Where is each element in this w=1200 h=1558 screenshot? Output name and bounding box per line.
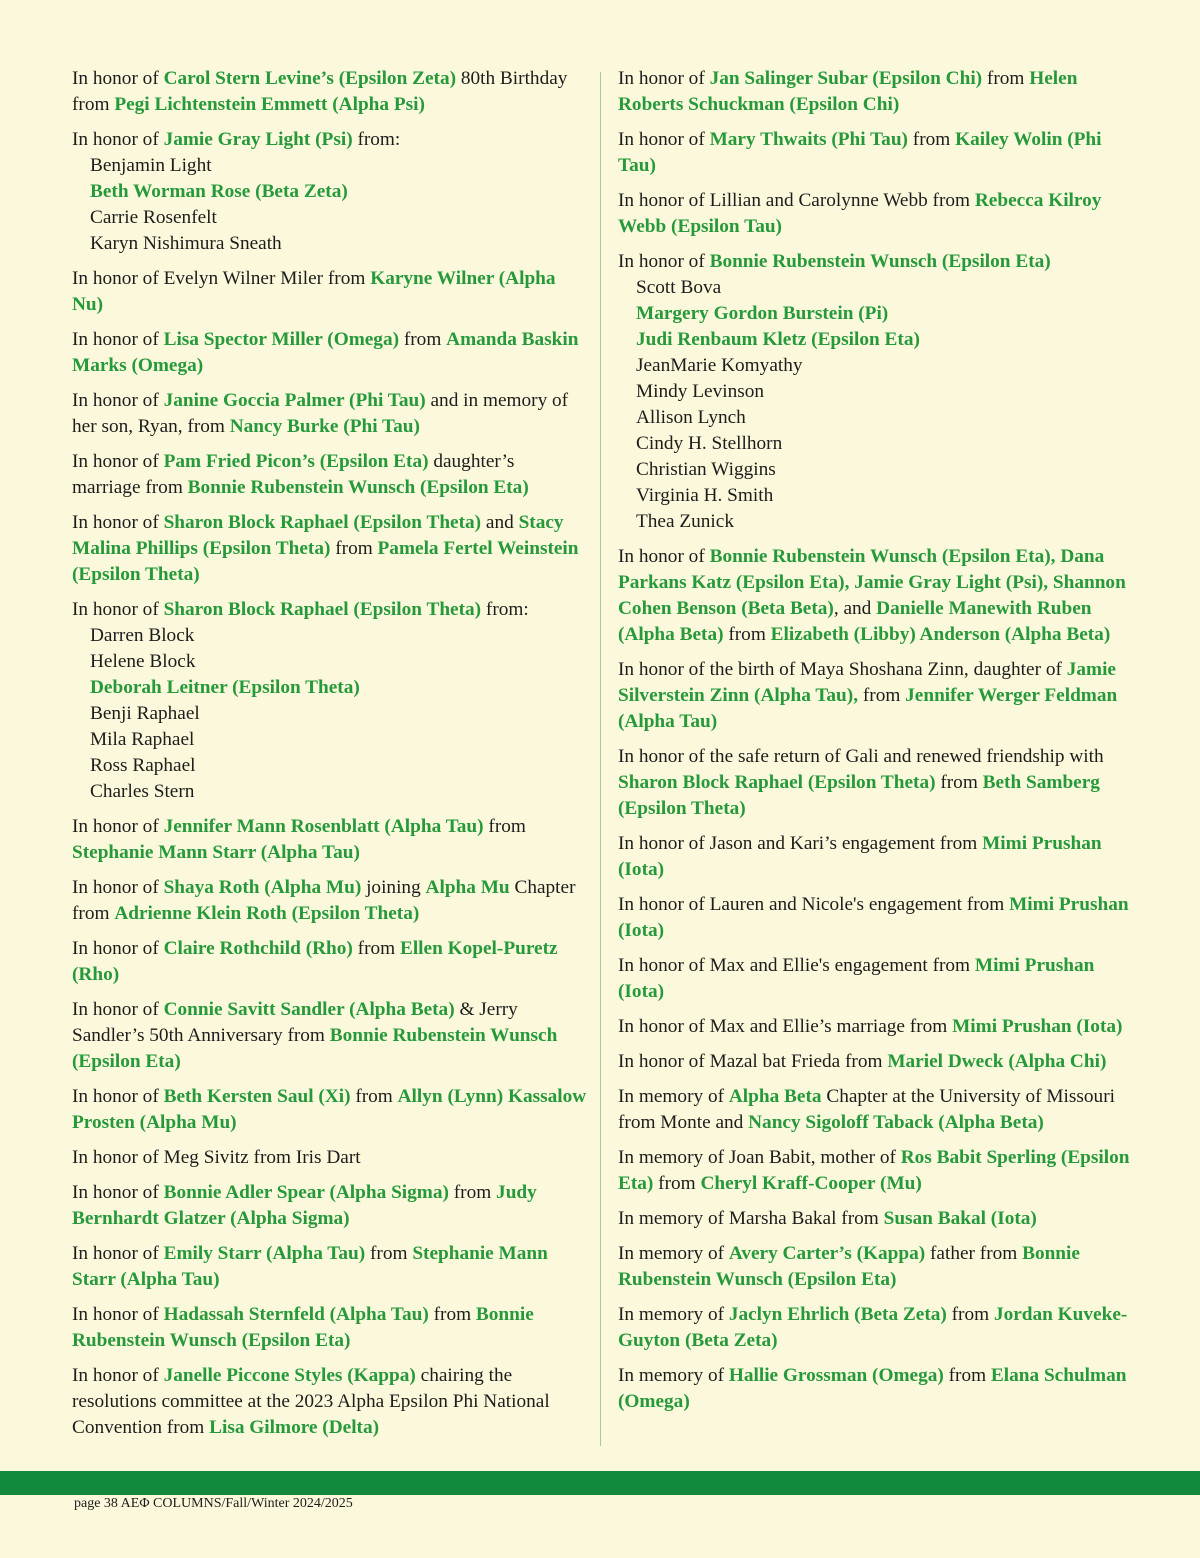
member-name: Connie Savitt Sandler (Alpha Beta) xyxy=(163,999,455,1020)
tribute-phrase: from xyxy=(946,1304,994,1325)
donor-name: Karyn Nishimura Sneath xyxy=(90,233,282,254)
member-name: Carol Stern Levine’s (Epsilon Zeta) xyxy=(163,68,457,89)
tribute-entry xyxy=(618,544,1138,648)
tribute-phrase: In honor of the safe return of Gali and renewed friendship with xyxy=(618,746,1104,767)
member-name: Ros Babit Sperling (Epsilon Eta) xyxy=(618,1147,1130,1194)
member-name: Mariel Dweck (Alpha Chi) xyxy=(887,1051,1107,1072)
tribute-phrase: and xyxy=(481,512,519,533)
member-name: Ellen Kopel-Puretz (Rho) xyxy=(72,938,558,985)
tribute-phrase: 80th Birthday from xyxy=(72,68,568,115)
tribute-text xyxy=(72,997,587,1075)
member-name: Lisa Gilmore (Delta) xyxy=(209,1417,380,1438)
member-name: Bonnie Rubenstein Wunsch (Epsilon Eta) xyxy=(72,1025,558,1072)
member-name: Jamie Silverstein Zinn (Alpha Tau), xyxy=(618,659,1116,706)
tribute-phrase: In honor of xyxy=(618,251,710,272)
tribute-phrase: & Jerry Sandler’s 50th Anniversary from xyxy=(72,999,518,1046)
tribute-phrase: In honor of xyxy=(72,999,164,1020)
left-column xyxy=(72,66,587,1450)
tribute-entry xyxy=(72,449,587,501)
tribute-phrase: In honor of xyxy=(72,816,164,837)
member-name: Beth Kersten Saul (Xi) xyxy=(163,1086,351,1107)
tribute-phrase: In memory of xyxy=(618,1365,729,1386)
member-name: Claire Rothchild (Rho) xyxy=(163,938,353,959)
member-name: Jordan Kuveke-Guyton (Beta Zeta) xyxy=(618,1304,1128,1351)
member-name: Bonnie Rubenstein Wunsch (Epsilon Eta) xyxy=(72,1304,534,1351)
tribute-phrase: In honor of xyxy=(72,1086,164,1107)
tribute-phrase: In honor of the birth of Maya Shoshana Zinn, daughter of xyxy=(618,659,1067,680)
member-name: Danielle Manewith Ruben (Alpha Beta) xyxy=(618,598,1092,645)
tribute-phrase: from xyxy=(483,816,526,837)
member-name: Sharon Block Raphael (Epsilon Theta) xyxy=(163,512,482,533)
tribute-entry xyxy=(618,744,1138,822)
tribute-phrase: In honor of xyxy=(72,599,164,620)
donor-list xyxy=(72,153,587,257)
tribute-phrase: In honor of xyxy=(72,68,164,89)
tribute-text xyxy=(72,1145,587,1171)
member-name: Bonnie Rubenstein Wunsch (Epsilon Eta) xyxy=(187,477,529,498)
donor-list xyxy=(618,275,1138,535)
donor-name: Allison Lynch xyxy=(636,407,746,428)
donor-list xyxy=(72,623,587,805)
member-name: Shaya Roth (Alpha Mu) xyxy=(163,877,362,898)
member-name: Susan Bakal (Iota) xyxy=(883,1208,1037,1229)
tribute-entry xyxy=(72,388,587,440)
member-name: Elizabeth (Libby) Anderson (Alpha Beta) xyxy=(770,624,1111,645)
tribute-phrase: In honor of xyxy=(72,451,164,472)
donor-name: Benjamin Light xyxy=(90,155,212,176)
tribute-phrase: In honor of xyxy=(72,129,164,150)
member-name: Judy Bernhardt Glatzer (Alpha Sigma) xyxy=(72,1182,537,1229)
member-name: Beth Samberg (Epsilon Theta) xyxy=(618,772,1100,819)
tribute-text xyxy=(618,1206,1138,1232)
member-name: Allyn (Lynn) Kassalow Prosten (Alpha Mu) xyxy=(72,1086,587,1133)
member-name: Mimi Prushan (Iota) xyxy=(952,1016,1123,1037)
member-name: Nancy Burke (Phi Tau) xyxy=(229,416,420,437)
donor-name: Ross Raphael xyxy=(90,755,196,776)
tribute-text xyxy=(72,1302,587,1354)
tribute-phrase: from xyxy=(982,68,1030,89)
tribute-entry xyxy=(618,188,1138,240)
tribute-entry xyxy=(72,597,587,805)
tribute-text xyxy=(72,266,587,318)
donor-name: Carrie Rosenfelt xyxy=(90,207,217,228)
member-name: Amanda Baskin Marks (Omega) xyxy=(72,329,579,376)
tribute-phrase: Chapter from xyxy=(72,877,576,924)
tribute-phrase: chairing the resolutions committee at the 2023 Alpha Epsilon Phi National Convention from xyxy=(72,1365,550,1438)
tribute-text xyxy=(618,249,1138,275)
tribute-entry xyxy=(72,510,587,588)
donor-name: Mindy Levinson xyxy=(636,381,765,402)
tribute-text xyxy=(618,66,1138,118)
tribute-phrase: from xyxy=(399,329,447,350)
tribute-entry xyxy=(72,266,587,318)
tribute-entry xyxy=(618,1049,1138,1075)
member-name: Mimi Prushan (Iota) xyxy=(618,833,1102,880)
tribute-text xyxy=(618,188,1138,240)
tribute-text xyxy=(72,1180,587,1232)
tribute-entry xyxy=(618,1206,1138,1232)
member-name: Janine Goccia Palmer (Phi Tau) xyxy=(163,390,426,411)
member-name: Stacy Malina Phillips (Epsilon Theta) xyxy=(72,512,564,559)
member-name: Bonnie Adler Spear (Alpha Sigma) xyxy=(163,1182,449,1203)
tribute-entry xyxy=(618,831,1138,883)
member-name: Sharon Block Raphael (Epsilon Theta) xyxy=(618,772,936,793)
member-name: Bonnie Rubenstein Wunsch (Epsilon Eta) xyxy=(618,1243,1080,1290)
tribute-text xyxy=(72,875,587,927)
donor-name: Darren Block xyxy=(90,625,195,646)
tribute-text xyxy=(72,936,587,988)
tribute-phrase: In honor of xyxy=(618,129,710,150)
tribute-phrase: In honor of Mazal bat Frieda from xyxy=(618,1051,888,1072)
tribute-entry xyxy=(618,1302,1138,1354)
tribute-text xyxy=(72,66,587,118)
tribute-entry xyxy=(618,1084,1138,1136)
member-name: Janelle Piccone Styles (Kappa) xyxy=(163,1365,416,1386)
tribute-text xyxy=(618,1241,1138,1293)
tribute-text xyxy=(72,127,587,153)
tribute-text xyxy=(72,597,587,623)
tribute-text xyxy=(72,327,587,379)
tribute-phrase: In memory of xyxy=(618,1243,729,1264)
tribute-entry xyxy=(72,1241,587,1293)
tribute-text xyxy=(618,744,1138,822)
member-name: Jamie Gray Light (Psi) xyxy=(163,129,353,150)
member-name: Sharon Block Raphael (Epsilon Theta) xyxy=(163,599,482,620)
donor-name: JeanMarie Komyathy xyxy=(636,355,803,376)
member-name: Karyne Wilner (Alpha Nu) xyxy=(72,268,556,315)
member-name: Pam Fried Picon’s (Epsilon Eta) xyxy=(163,451,429,472)
member-name: Jan Salinger Subar (Epsilon Chi) xyxy=(709,68,983,89)
tribute-entry xyxy=(618,657,1138,735)
donor-name: Thea Zunick xyxy=(636,511,734,532)
tribute-phrase: In honor of Max and Ellie’s marriage from xyxy=(618,1016,953,1037)
tribute-phrase: from xyxy=(448,1182,497,1203)
tribute-phrase: from xyxy=(330,538,378,559)
donor-name: Scott Bova xyxy=(636,277,722,298)
donor-name: Deborah Leitner (Epsilon Theta) xyxy=(90,677,360,698)
tribute-phrase: In honor of xyxy=(72,877,164,898)
tribute-text xyxy=(72,814,587,866)
footer-band xyxy=(0,1471,1200,1495)
member-name: Rebecca Kilroy Webb (Epsilon Tau) xyxy=(618,190,1102,237)
tribute-entry xyxy=(618,66,1138,118)
tribute-entry xyxy=(618,953,1138,1005)
tribute-phrase: In honor of xyxy=(618,68,710,89)
member-name: Lisa Spector Miller (Omega) xyxy=(163,329,400,350)
tribute-entry xyxy=(72,936,587,988)
column-divider xyxy=(600,72,601,1446)
member-name: Mimi Prushan (Iota) xyxy=(618,894,1129,941)
tribute-text xyxy=(618,1302,1138,1354)
tribute-phrase: In memory of Marsha Bakal from xyxy=(618,1208,884,1229)
member-name: Mimi Prushan (Iota) xyxy=(618,955,1095,1002)
donor-name: Beth Worman Rose (Beta Zeta) xyxy=(90,181,348,202)
tribute-phrase: from xyxy=(352,938,400,959)
member-name: Stephanie Mann Starr (Alpha Tau) xyxy=(72,1243,548,1290)
tribute-text xyxy=(618,1014,1138,1040)
tribute-phrase: In memory of xyxy=(618,1304,729,1325)
tribute-entry xyxy=(618,1145,1138,1197)
member-name: Hadassah Sternfeld (Alpha Tau) xyxy=(163,1304,429,1325)
tribute-phrase: In honor of Evelyn Wilner Miler from xyxy=(72,268,371,289)
member-name: Alpha Beta xyxy=(728,1086,822,1107)
tribute-phrase: from xyxy=(935,772,983,793)
tribute-phrase: from xyxy=(365,1243,413,1264)
member-name: Mary Thwaits (Phi Tau) xyxy=(709,129,908,150)
tribute-phrase: daughter’s marriage from xyxy=(72,451,515,498)
tribute-phrase: from xyxy=(858,685,906,706)
tribute-text xyxy=(618,127,1138,179)
member-name: Alpha Mu xyxy=(425,877,510,898)
tribute-phrase: In honor of Max and Ellie's engagement from xyxy=(618,955,975,976)
member-name: Adrienne Klein Roth (Epsilon Theta) xyxy=(114,903,420,924)
tribute-text xyxy=(618,1084,1138,1136)
member-name: Nancy Sigoloff Taback (Alpha Beta) xyxy=(748,1112,1044,1133)
tribute-entry xyxy=(72,327,587,379)
donor-name: Judi Renbaum Kletz (Epsilon Eta) xyxy=(636,329,920,350)
tribute-text xyxy=(618,1363,1138,1415)
tribute-phrase: from xyxy=(653,1173,701,1194)
tribute-entry xyxy=(618,127,1138,179)
tribute-entry xyxy=(72,1302,587,1354)
tribute-phrase: In honor of xyxy=(72,1365,164,1386)
tribute-phrase: In honor of Lauren and Nicole's engagement from xyxy=(618,894,1010,915)
donor-name: Cindy H. Stellhorn xyxy=(636,433,783,454)
tribute-phrase: In honor of Meg Sivitz from Iris Dart xyxy=(72,1147,361,1168)
member-name: Jennifer Mann Rosenblatt (Alpha Tau) xyxy=(163,816,484,837)
tribute-text xyxy=(618,544,1138,648)
tribute-phrase: In honor of Lillian and Carolynne Webb from xyxy=(618,190,975,211)
tribute-phrase: and in memory of her son, Ryan, from xyxy=(72,390,569,437)
tribute-phrase: from xyxy=(428,1304,476,1325)
member-name: Avery Carter’s (Kappa) xyxy=(728,1243,926,1264)
tribute-phrase: In honor of xyxy=(72,1182,164,1203)
tribute-text xyxy=(618,953,1138,1005)
tribute-entry xyxy=(618,1241,1138,1293)
tribute-phrase: In honor of xyxy=(72,938,164,959)
tribute-entry xyxy=(72,66,587,118)
tribute-text xyxy=(618,1145,1138,1197)
member-name: Cheryl Kraff-Cooper (Mu) xyxy=(700,1173,922,1194)
member-name: Hallie Grossman (Omega) xyxy=(728,1365,944,1386)
page-footer: page 38 AEΦ COLUMNS/Fall/Winter 2024/2025 xyxy=(74,1496,353,1511)
tribute-phrase: In honor of xyxy=(72,329,164,350)
tribute-phrase: Chapter at the University of Missouri from Monte and xyxy=(618,1086,1115,1133)
tribute-text xyxy=(72,510,587,588)
tribute-text xyxy=(72,1241,587,1293)
tribute-entry xyxy=(72,1145,587,1171)
donor-name: Virginia H. Smith xyxy=(636,485,774,506)
tribute-text xyxy=(72,1084,587,1136)
tribute-phrase: from: xyxy=(352,129,401,150)
member-name: Pamela Fertel Weinstein (Epsilon Theta) xyxy=(72,538,579,585)
tribute-entry xyxy=(72,1363,587,1441)
right-column xyxy=(618,66,1138,1424)
member-name: Bonnie Rubenstein Wunsch (Epsilon Eta) xyxy=(709,251,1051,272)
tribute-phrase: father from xyxy=(925,1243,1023,1264)
tribute-text xyxy=(72,1363,587,1441)
tribute-entry xyxy=(72,1180,587,1232)
tribute-phrase: from xyxy=(723,624,771,645)
tribute-phrase: from xyxy=(907,129,956,150)
tribute-entry xyxy=(72,1084,587,1136)
member-name: Elana Schulman (Omega) xyxy=(618,1365,1127,1412)
tribute-phrase: In honor of xyxy=(72,1304,164,1325)
donor-name: Benji Raphael xyxy=(90,703,200,724)
tribute-text xyxy=(618,892,1138,944)
member-name: Stephanie Mann Starr (Alpha Tau) xyxy=(72,842,360,863)
member-name: Pegi Lichtenstein Emmett (Alpha Psi) xyxy=(114,94,425,115)
tribute-phrase: joining xyxy=(361,877,426,898)
member-name: Jennifer Werger Feldman (Alpha Tau) xyxy=(618,685,1118,732)
tribute-phrase: In memory of Joan Babit, mother of xyxy=(618,1147,901,1168)
tribute-entry xyxy=(72,127,587,257)
tribute-phrase: , and xyxy=(833,598,877,619)
donor-name: Helene Block xyxy=(90,651,196,672)
donor-name: Christian Wiggins xyxy=(636,459,776,480)
tribute-entry xyxy=(72,997,587,1075)
tribute-phrase: In honor of xyxy=(72,1243,164,1264)
tribute-phrase: from: xyxy=(481,599,529,620)
member-name: Helen Roberts Schuckman (Epsilon Chi) xyxy=(618,68,1078,115)
tribute-text xyxy=(618,1049,1138,1075)
donor-name: Mila Raphael xyxy=(90,729,195,750)
tribute-text xyxy=(72,449,587,501)
tribute-phrase: In honor of xyxy=(72,390,164,411)
tribute-entry xyxy=(618,249,1138,535)
tribute-text xyxy=(618,657,1138,735)
tribute-entry xyxy=(72,875,587,927)
tribute-phrase: from xyxy=(350,1086,398,1107)
member-name: Bonnie Rubenstein Wunsch (Epsilon Eta), Dana Parkans Katz (Epsilon Eta), Jamie Gray Light (Psi), Shannon Cohen Benson (Beta Beta) xyxy=(618,546,1126,619)
tribute-phrase: In honor of Jason and Kari’s engagement from xyxy=(618,833,983,854)
member-name: Emily Starr (Alpha Tau) xyxy=(163,1243,366,1264)
tribute-phrase: In honor of xyxy=(72,512,164,533)
member-name: Jaclyn Ehrlich (Beta Zeta) xyxy=(728,1304,947,1325)
tribute-entry xyxy=(618,1014,1138,1040)
member-name: Kailey Wolin (Phi Tau) xyxy=(618,129,1102,176)
tribute-entry xyxy=(618,892,1138,944)
tribute-phrase: In memory of xyxy=(618,1086,729,1107)
tribute-text xyxy=(618,831,1138,883)
donor-name: Charles Stern xyxy=(90,781,195,802)
tribute-entry xyxy=(618,1363,1138,1415)
tribute-phrase: from xyxy=(943,1365,991,1386)
tribute-entry xyxy=(72,814,587,866)
donor-name: Margery Gordon Burstein (Pi) xyxy=(636,303,889,324)
tribute-text xyxy=(72,388,587,440)
tribute-phrase: In honor of xyxy=(618,546,710,567)
